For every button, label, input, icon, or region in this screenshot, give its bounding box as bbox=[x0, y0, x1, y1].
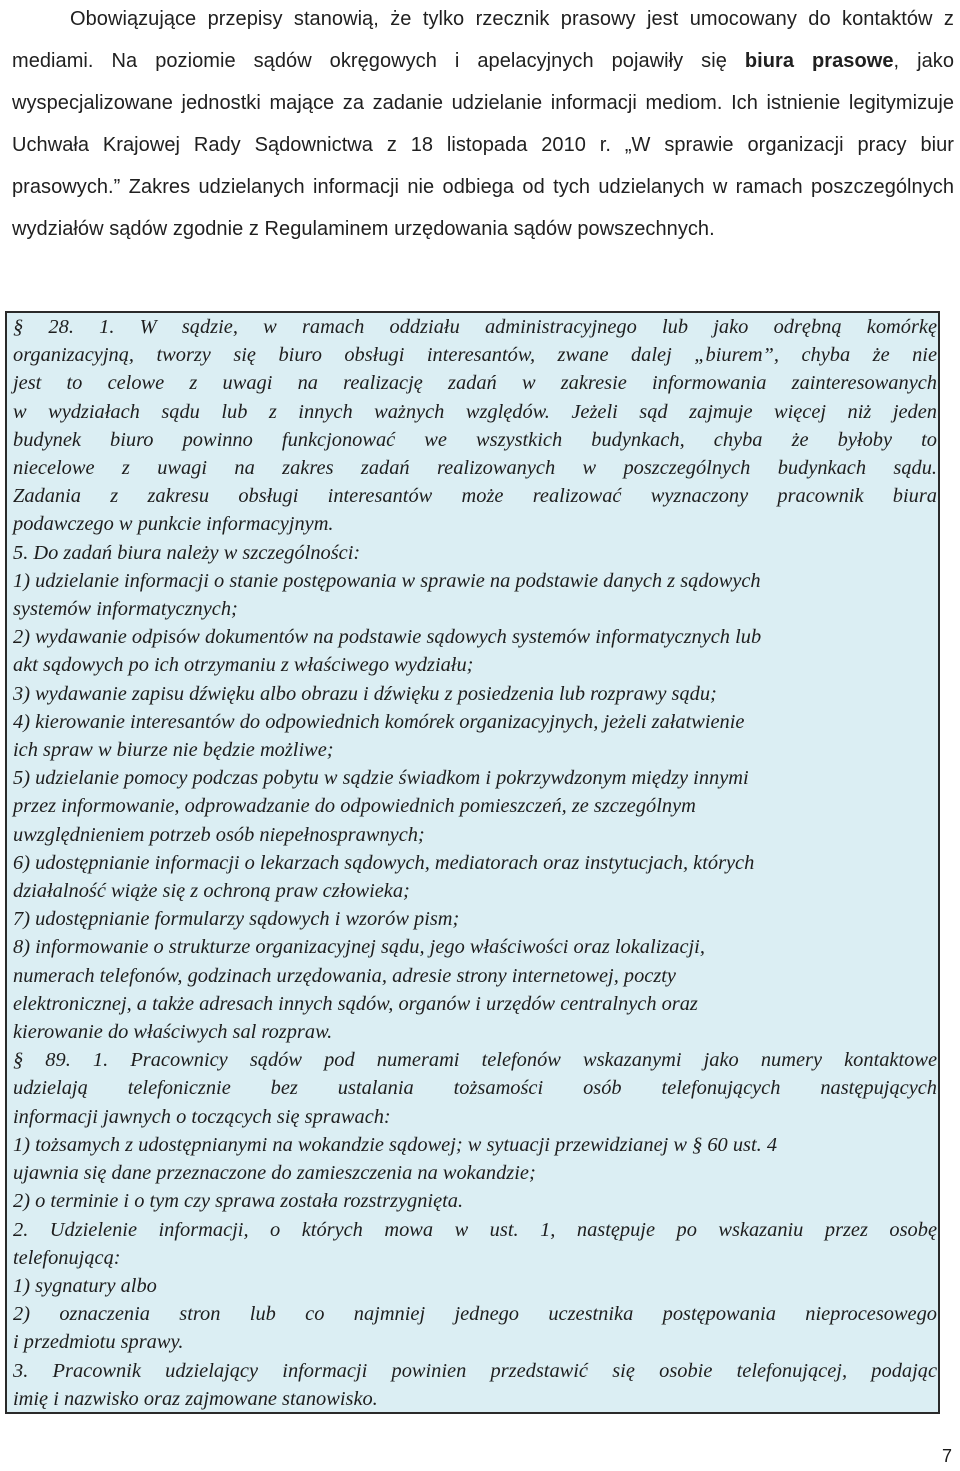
regulation-line: elektronicznej, a także adresach innych sądów, organów i urzędów centralnych oraz bbox=[13, 992, 698, 1015]
regulation-line: imię i nazwisko oraz zajmowane stanowisko. bbox=[13, 1387, 378, 1410]
regulation-line: uwzględnieniem potrzeb osób niepełnosprawnych; bbox=[13, 823, 425, 846]
regulation-line: 1) tożsamych z udostępnianymi na wokandzie sądowej; w sytuacji przewidzianej w § 60 ust. 4 bbox=[13, 1133, 778, 1156]
intro-paragraph bbox=[12, 0, 954, 250]
intro-bold-term: biura prasowe bbox=[744, 50, 894, 72]
intro-text-1: Obowiązujące przepisy stanowią, że tylko rzecznik prasowy jest umocowany do kontaktów z mediami. Na poziomie sądów okręgowych i apelacyjnych pojawiły się bbox=[12, 8, 954, 72]
regulation-line: podawczego w punkcie informacyjnym. bbox=[13, 513, 334, 536]
regulation-line: 3. Pracownik udzielający informacji powinien przedstawić się osobie telefonującej, podając bbox=[13, 1359, 937, 1382]
regulation-line: § 28. 1. W sądzie, w ramach oddziału administracyjnego lub jako odrębną komórkę bbox=[13, 316, 937, 338]
regulation-line: 4) kierowanie interesantów do odpowiednich komórek organizacyjnych, jeżeli załatwienie bbox=[13, 710, 745, 733]
regulation-line: § 89. 1. Pracownicy sądów pod numerami telefonów wskazanymi jako numery kontaktowe bbox=[13, 1049, 937, 1072]
regulation-line: niecelowe z uwagi na zakres zadań realizowanych w poszczególnych budynkach sądu. bbox=[13, 457, 937, 480]
regulation-line: jest to celowe z uwagi na realizację zadań w zakresie informowania zainteresowanych bbox=[13, 372, 937, 395]
regulation-line: 2) wydawanie odpisów dokumentów na podstawie sądowych systemów informatycznych lub bbox=[13, 626, 762, 649]
regulation-line: budynek biuro powinno funkcjonować we wszystkich budynkach, chyba że byłoby to bbox=[13, 428, 937, 451]
regulation-line: udzielają telefonicznie bez ustalania tożsamości osób telefonujących następujących bbox=[13, 1077, 937, 1100]
regulation-line: akt sądowych po ich otrzymaniu z właściwego wydziału; bbox=[13, 654, 474, 677]
regulation-line: 8) informowanie o strukturze organizacyjnej sądu, jego właściwości oraz lokalizacji, bbox=[13, 936, 705, 959]
regulation-line: 1) sygnatury albo bbox=[13, 1274, 157, 1297]
regulation-text bbox=[13, 313, 937, 1413]
regulation-line: 2. Udzielenie informacji, o których mowa w ust. 1, następuje po wskazaniu przez osobę bbox=[13, 1218, 937, 1241]
regulation-line: Zadania z zakresu obsługi interesantów może realizować wyznaczony pracownik biura bbox=[13, 485, 937, 508]
regulation-line: 6) udostępnianie informacji o lekarzach sądowych, mediatorach oraz instytucjach, których bbox=[13, 851, 755, 874]
regulation-line: informacji jawnych o toczących się sprawach: bbox=[13, 1105, 391, 1128]
regulation-line: w wydziałach sądu lub z innych ważnych względów. Jeżeli sąd zajmuje więcej niż jeden bbox=[13, 400, 937, 423]
regulation-line: kierowanie do właściwych sal rozpraw. bbox=[13, 1021, 333, 1044]
regulation-line: 1) udzielanie informacji o stanie postępowania w sprawie na podstawie danych z sądowych bbox=[13, 569, 761, 592]
regulation-line: 7) udostępnianie formularzy sądowych i wzorów pism; bbox=[13, 908, 460, 931]
regulation-line: ujawnia się dane przeznaczone do zamieszczenia na wokandzie; bbox=[13, 1162, 536, 1185]
regulation-line: 2) oznaczenia stron lub co najmniej jednego uczestnika postępowania nieprocesowego bbox=[13, 1303, 937, 1326]
regulation-line: systemów informatycznych; bbox=[13, 598, 238, 621]
intro-text-2: , jako wyspecjalizowane jednostki mające za zadanie udzielanie informacji mediom. Ich istnienie legitymizuje Uchwała Krajowej Rady Sądownictwa z 18 listopada 2010 r. „W sprawie organizacji pracy biur prasowych.” Zakres udzielanych informacji nie odbiega od tych udzielanych w ramach poszczególnych wydziałów sądów zgodnie z Regulaminem urzędowania sądów powszechnych. bbox=[12, 50, 954, 240]
regulation-line: przez informowanie, odprowadzanie do odpowiednich pomieszczeń, ze szczególnym bbox=[13, 795, 696, 818]
regulation-line: 2) o terminie i o tym czy sprawa została rozstrzygnięta. bbox=[13, 1190, 464, 1213]
regulation-line: i przedmiotu sprawy. bbox=[13, 1331, 184, 1354]
page-number: 7 bbox=[942, 1446, 953, 1466]
regulation-line: telefonującą: bbox=[13, 1246, 121, 1269]
regulation-line: 5. Do zadań biura należy w szczególności: bbox=[13, 541, 361, 564]
regulation-line: 3) wydawanie zapisu dźwięku albo obrazu i dźwięku z posiedzenia lub rozprawy sądu; bbox=[13, 682, 717, 705]
regulation-line: działalność wiąże się z ochroną praw człowieka; bbox=[13, 880, 410, 903]
regulation-line: 5) udzielanie pomocy podczas pobytu w sądzie świadkom i pokrzywdzonym między innymi bbox=[13, 767, 749, 790]
regulation-line: ich spraw w biurze nie będzie możliwe; bbox=[13, 739, 334, 762]
regulation-line: organizacyjną, tworzy się biuro obsługi interesantów, zwane dalej „biurem”, chyba że nie bbox=[13, 344, 937, 367]
regulation-line: numerach telefonów, godzinach urzędowania, adresie strony internetowej, poczty bbox=[13, 964, 676, 987]
